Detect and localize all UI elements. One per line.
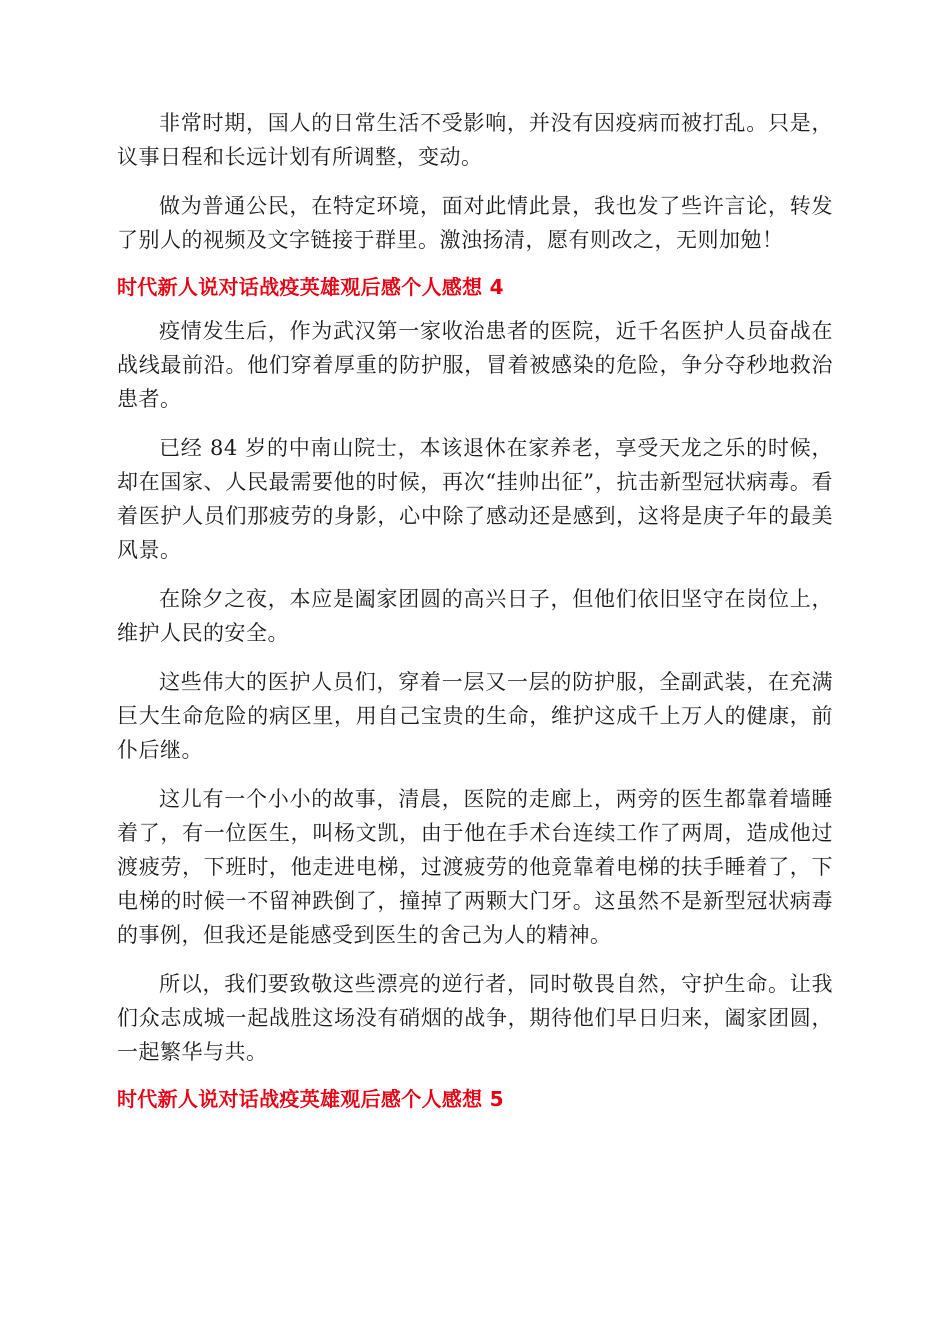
document-page (117, 106, 833, 1126)
paragraph-3: 疫情发生后，作为武汉第一家收治患者的医院，近千名医护人员奋战在战线最前沿。他们穿着厚重的防护服，冒着被感染的危险，争分夺秒地救治患者。 (117, 319, 833, 411)
paragraph-7: 这儿有一个小小的故事，清晨，医院的走廊上，两旁的医生都靠着墙睡着了，有一位医生，叫杨文凯，由于他在手术台连续工作了两周，造成他过渡疲劳，下班时，他走进电梯，过渡疲劳的他竟靠着电梯的扶手睡着了，下电梯的时候一不留神跌倒了，撞掉了两颗大门牙。这虽然不是新型冠状病毒的事例，但我还是能感受到医生的舍己为人的精神。 (117, 787, 833, 947)
paragraph-5: 在除夕之夜，本应是阖家团圆的高兴日子，但他们依旧坚守在岗位上，维护人民的安全。 (117, 587, 833, 645)
paragraph-4: 已经 84 岁的中南山院士，本该退休在家养老，享受天龙之乐的时候，却在国家、人民最需要他的时候，再次“挂帅出征”，抗击新型冠状病毒。看着医护人员们那疲劳的身影，心中除了感动还是感到，这将是庚子年的最美风景。 (117, 436, 833, 562)
paragraph-2: 做为普通公民，在特定环境，面对此情此景，我也发了些许言论，转发了别人的视频及文字链接于群里。激浊扬清，愿有则改之，无则加勉！ (117, 194, 833, 252)
section-heading-5: 时代新人说对话战疫英雄观后感个人感想 5 (117, 1087, 504, 1111)
paragraph-6: 这些伟大的医护人员们，穿着一层又一层的防护服，全副武装，在充满巨大生命危险的病区里，用自己宝贵的生命，维护这成千上万人的健康，前仆后继。 (117, 670, 833, 762)
paragraph-1: 非常时期，国人的日常生活不受影响，并没有因疫病而被打乱。只是，议事日程和长远计划有所调整，变动。 (117, 111, 833, 169)
paragraph-8: 所以，我们要致敬这些漂亮的逆行者，同时敬畏自然，守护生命。让我们众志成城一起战胜这场没有硝烟的战争，期待他们早日归来，阖家团圆，一起繁华与共。 (117, 972, 833, 1064)
section-heading-4: 时代新人说对话战疫英雄观后感个人感想 4 (117, 275, 504, 299)
